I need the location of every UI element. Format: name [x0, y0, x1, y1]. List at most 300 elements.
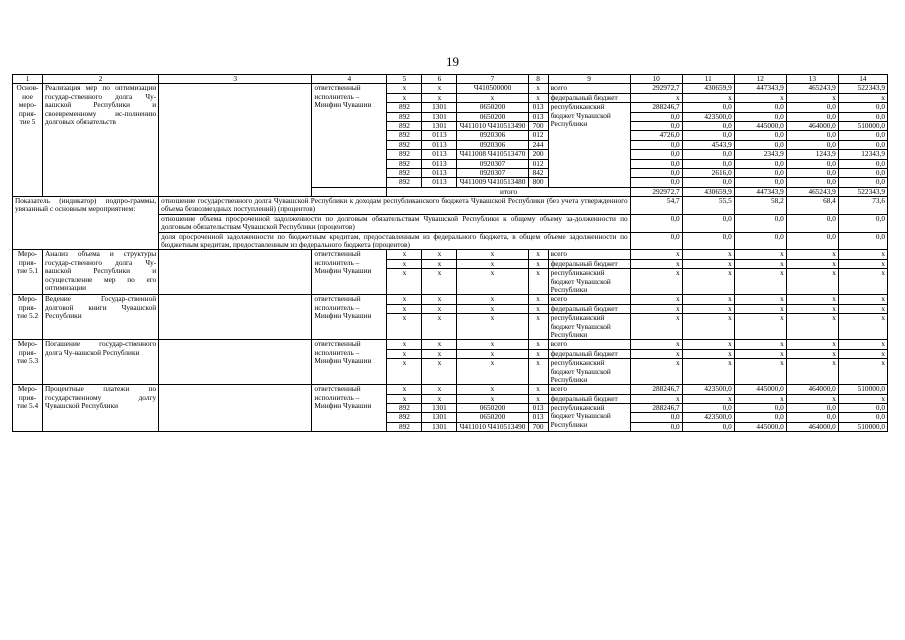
- value-cell-13: 0,0: [786, 131, 838, 140]
- budget-table: [12, 74, 888, 432]
- value-cell-12: x: [734, 394, 786, 403]
- value-cell-14: 0,0: [838, 178, 887, 187]
- column-number-4: 4: [312, 75, 387, 84]
- value-cell-14: 0,0: [838, 168, 887, 177]
- value-cell-10: x: [630, 394, 682, 403]
- funding-source: республиканский бюджет Чувашской Республики: [548, 269, 630, 295]
- value-cell-10: x: [630, 93, 682, 102]
- value-cell-14: x: [838, 304, 887, 313]
- value-cell-11: 423500,0: [682, 112, 734, 121]
- section-code: x: [422, 349, 457, 358]
- section-code: 0113: [422, 178, 457, 187]
- value-cell-11: 430659,9: [682, 84, 734, 93]
- target-article-code: x: [457, 385, 528, 394]
- value-cell-14: 0,0: [838, 159, 887, 168]
- value-cell-10: x: [630, 349, 682, 358]
- expense-type-code: x: [528, 349, 548, 358]
- indicator-text: отношение государственного долга Чувашской Республики к доходам республиканского бюджета Чувашской Республики (без учета утвержденного объема безвозмездных поступлений) (процентов): [159, 197, 631, 215]
- target-article-code: 0650200: [457, 112, 528, 121]
- value-cell-12: x: [734, 349, 786, 358]
- main-event-title: Реализация мер по оптимизации государ-ственного долга Чу-вашской Республики и своевременному ис-полнению долговых обязательств: [43, 84, 159, 197]
- value-cell-13: 464000,0: [786, 121, 838, 130]
- value-cell-10: x: [630, 295, 682, 304]
- target-article-code: x: [457, 304, 528, 313]
- total-label: итого: [387, 187, 630, 196]
- value-cell-10: 288246,7: [630, 385, 682, 394]
- value-cell-13: 464000,0: [786, 385, 838, 394]
- value-cell-14: x: [838, 269, 887, 295]
- grbs-code: x: [387, 250, 422, 259]
- funding-source: федеральный бюджет: [548, 394, 630, 403]
- activity-title-4: Процентные платежи по государственному долгу Чувашской Республики: [43, 385, 159, 432]
- value-cell-13: x: [786, 269, 838, 295]
- target-article-code: 0650200: [457, 413, 528, 422]
- section-code: 1301: [422, 103, 457, 112]
- value-cell-10: 292972,7: [630, 84, 682, 93]
- funding-source: федеральный бюджет: [548, 93, 630, 102]
- value-cell-11: 430659,9: [682, 187, 734, 196]
- expense-type-code: 700: [528, 422, 548, 431]
- expense-type-code: 842: [528, 168, 548, 177]
- value-cell-10: 0,0: [630, 140, 682, 149]
- expense-type-code: x: [528, 259, 548, 268]
- expense-type-code: x: [528, 84, 548, 93]
- value-cell-11: 0,0: [682, 178, 734, 187]
- column-number-12: 12: [734, 75, 786, 84]
- value-cell-14: 73,6: [838, 197, 887, 215]
- page-number: 19: [446, 54, 459, 69]
- value-cell-14: 0,0: [838, 404, 887, 413]
- column-number-8: 8: [528, 75, 548, 84]
- grbs-code: 892: [387, 112, 422, 121]
- grbs-code: 892: [387, 103, 422, 112]
- value-cell-11: x: [682, 250, 734, 259]
- value-cell-13: 0,0: [786, 232, 838, 250]
- activity-goal-cell: [159, 385, 312, 432]
- value-cell-13: x: [786, 314, 838, 340]
- value-cell-14: x: [838, 93, 887, 102]
- value-cell-12: 0,0: [734, 131, 786, 140]
- value-cell-13: 0,0: [786, 112, 838, 121]
- value-cell-11: 0,0: [682, 103, 734, 112]
- value-cell-10: 0,0: [630, 150, 682, 159]
- table-row: [13, 84, 888, 93]
- value-cell-12: 447343,9: [734, 84, 786, 93]
- section-code: x: [422, 385, 457, 394]
- section-code: x: [422, 259, 457, 268]
- target-article-code: x: [457, 259, 528, 268]
- value-cell-11: 0,0: [682, 150, 734, 159]
- value-cell-13: x: [786, 349, 838, 358]
- activity-executor-3: ответственный исполнитель – Минфин Чувашии: [312, 340, 387, 385]
- value-cell-14: 0,0: [838, 413, 887, 422]
- value-cell-13: 0,0: [786, 404, 838, 413]
- expense-type-code: x: [528, 250, 548, 259]
- value-cell-14: 0,0: [838, 131, 887, 140]
- target-article-code: 0650200: [457, 103, 528, 112]
- section-code: 0113: [422, 159, 457, 168]
- grbs-code: x: [387, 385, 422, 394]
- value-cell-11: x: [682, 304, 734, 313]
- value-cell-14: 522343,9: [838, 84, 887, 93]
- value-cell-10: x: [630, 314, 682, 340]
- section-code: x: [422, 93, 457, 102]
- column-number-2: 2: [43, 75, 159, 84]
- value-cell-12: 0,0: [734, 178, 786, 187]
- value-cell-11: x: [682, 340, 734, 349]
- value-cell-13: 464000,0: [786, 422, 838, 431]
- grbs-code: 892: [387, 150, 422, 159]
- value-cell-14: 510000,0: [838, 385, 887, 394]
- value-cell-10: 0,0: [630, 112, 682, 121]
- column-number-3: 3: [159, 75, 312, 84]
- value-cell-14: x: [838, 394, 887, 403]
- value-cell-12: 2343,9: [734, 150, 786, 159]
- target-article-code: x: [457, 314, 528, 340]
- value-cell-13: 0,0: [786, 159, 838, 168]
- value-cell-11: x: [682, 93, 734, 102]
- expense-type-code: x: [528, 93, 548, 102]
- value-cell-12: 0,0: [734, 159, 786, 168]
- activity-executor-1: ответственный исполнитель – Минфин Чувашии: [312, 250, 387, 295]
- section-code: 1301: [422, 422, 457, 431]
- value-cell-13: x: [786, 304, 838, 313]
- value-cell-12: x: [734, 259, 786, 268]
- activity-title-3: Погашение государ-ственного долга Чу-вашской Республики: [43, 340, 159, 385]
- expense-type-code: 200: [528, 150, 548, 159]
- target-article-code: 0920307: [457, 168, 528, 177]
- expense-type-code: 013: [528, 413, 548, 422]
- value-cell-14: 510000,0: [838, 121, 887, 130]
- value-cell-12: 0,0: [734, 140, 786, 149]
- value-cell-10: 0,0: [630, 168, 682, 177]
- section-code: 0113: [422, 150, 457, 159]
- section-code: 1301: [422, 112, 457, 121]
- grbs-code: x: [387, 93, 422, 102]
- value-cell-12: x: [734, 314, 786, 340]
- value-cell-10: 0,0: [630, 422, 682, 431]
- value-cell-10: x: [630, 304, 682, 313]
- value-cell-14: 12343,9: [838, 150, 887, 159]
- activity-goal-cell: [159, 250, 312, 295]
- target-article-code: 0920306: [457, 140, 528, 149]
- expense-type-code: x: [528, 314, 548, 340]
- value-cell-12: x: [734, 340, 786, 349]
- value-cell-11: x: [682, 394, 734, 403]
- value-cell-14: 522343,9: [838, 187, 887, 196]
- grbs-code: 892: [387, 413, 422, 422]
- value-cell-11: x: [682, 259, 734, 268]
- activity-goal-cell: [159, 340, 312, 385]
- target-article-code: Ч411009 Ч410513480: [457, 178, 528, 187]
- target-article-code: x: [457, 394, 528, 403]
- value-cell-11: 0,0: [682, 159, 734, 168]
- expense-type-code: x: [528, 359, 548, 385]
- value-cell-13: x: [786, 359, 838, 385]
- value-cell-14: 0,0: [838, 232, 887, 250]
- expense-type-code: 244: [528, 140, 548, 149]
- value-cell-13: 0,0: [786, 214, 838, 232]
- grbs-code: x: [387, 295, 422, 304]
- expense-type-code: 800: [528, 178, 548, 187]
- value-cell-13: 0,0: [786, 178, 838, 187]
- activity-title-1: Анализ объема и структуры государ-ственного долга Чу-вашской Республики и осуществление мер по его оптимизации: [43, 250, 159, 295]
- value-cell-11: 423500,0: [682, 413, 734, 422]
- value-cell-13: 465243,9: [786, 84, 838, 93]
- activity-label-4: Меро-прия-тие 5.4: [13, 385, 43, 432]
- table-row: [13, 385, 888, 394]
- grbs-code: 892: [387, 140, 422, 149]
- value-cell-13: x: [786, 93, 838, 102]
- section-code: x: [422, 314, 457, 340]
- value-cell-14: 0,0: [838, 112, 887, 121]
- value-cell-11: 0,0: [682, 131, 734, 140]
- column-number-14: 14: [838, 75, 887, 84]
- value-cell-13: x: [786, 259, 838, 268]
- column-number-5: 5: [387, 75, 422, 84]
- grbs-code: 892: [387, 131, 422, 140]
- value-cell-14: 0,0: [838, 214, 887, 232]
- expense-type-code: 700: [528, 121, 548, 130]
- value-cell-12: 0,0: [734, 413, 786, 422]
- activity-goal-cell: [159, 295, 312, 340]
- value-cell-10: x: [630, 250, 682, 259]
- value-cell-12: x: [734, 269, 786, 295]
- section-code: 1301: [422, 404, 457, 413]
- table-row: [13, 295, 888, 304]
- grbs-code: x: [387, 349, 422, 358]
- target-article-code: 0920306: [457, 131, 528, 140]
- target-article-code: x: [457, 250, 528, 259]
- funding-source: федеральный бюджет: [548, 259, 630, 268]
- section-code: x: [422, 269, 457, 295]
- value-cell-12: 445000,0: [734, 422, 786, 431]
- section-code: x: [422, 394, 457, 403]
- main-event-executor: ответственный исполнитель – Минфин Чувашии: [312, 84, 387, 187]
- value-cell-11: 423500,0: [682, 385, 734, 394]
- value-cell-10: 0,0: [630, 121, 682, 130]
- column-number-9: 9: [548, 75, 630, 84]
- funding-source: федеральный бюджет: [548, 304, 630, 313]
- column-number-11: 11: [682, 75, 734, 84]
- value-cell-10: x: [630, 359, 682, 385]
- activity-label-3: Меро-прия-тие 5.3: [13, 340, 43, 385]
- section-code: x: [422, 359, 457, 385]
- activity-title-2: Ведение Государ-ственной долговой книги Чувашской Республики: [43, 295, 159, 340]
- grbs-code: x: [387, 340, 422, 349]
- grbs-code: x: [387, 359, 422, 385]
- value-cell-13: 465243,9: [786, 187, 838, 196]
- target-article-code: x: [457, 349, 528, 358]
- grbs-code: 892: [387, 422, 422, 431]
- column-number-13: 13: [786, 75, 838, 84]
- section-code: x: [422, 84, 457, 93]
- value-cell-12: 445000,0: [734, 385, 786, 394]
- value-cell-12: 447343,9: [734, 187, 786, 196]
- target-article-code: 0920307: [457, 159, 528, 168]
- value-cell-13: 68,4: [786, 197, 838, 215]
- column-number-10: 10: [630, 75, 682, 84]
- value-cell-11: x: [682, 359, 734, 385]
- section-code: x: [422, 304, 457, 313]
- table-row: [13, 340, 888, 349]
- value-cell-11: 0,0: [682, 404, 734, 413]
- expense-type-code: 013: [528, 112, 548, 121]
- expense-type-code: x: [528, 295, 548, 304]
- value-cell-11: x: [682, 349, 734, 358]
- value-cell-13: 1243,9: [786, 150, 838, 159]
- value-cell-13: x: [786, 394, 838, 403]
- value-cell-11: 0,0: [682, 214, 734, 232]
- value-cell-12: x: [734, 295, 786, 304]
- section-code: 1301: [422, 121, 457, 130]
- target-article-code: x: [457, 269, 528, 295]
- expense-type-code: x: [528, 340, 548, 349]
- value-cell-12: x: [734, 250, 786, 259]
- expense-type-code: x: [528, 385, 548, 394]
- value-cell-10: 0,0: [630, 214, 682, 232]
- indicator-label: Показатель (индикатор) подпро-граммы, увязанный с основным мероприятием:: [13, 197, 159, 250]
- main-event-goal-cell: [159, 84, 312, 197]
- target-article-code: x: [457, 93, 528, 102]
- funding-source: всего: [548, 340, 630, 349]
- grbs-code: x: [387, 259, 422, 268]
- expense-type-code: 012: [528, 131, 548, 140]
- value-cell-11: 4543,9: [682, 140, 734, 149]
- value-cell-14: x: [838, 250, 887, 259]
- value-cell-13: 0,0: [786, 168, 838, 177]
- expense-type-code: 013: [528, 404, 548, 413]
- value-cell-11: 0,0: [682, 232, 734, 250]
- target-article-code: Ч411010 Ч410513490: [457, 121, 528, 130]
- value-cell-14: x: [838, 295, 887, 304]
- section-code: 0113: [422, 140, 457, 149]
- target-article-code: x: [457, 295, 528, 304]
- value-cell-14: 510000,0: [838, 422, 887, 431]
- executor-empty-cell: [312, 187, 387, 196]
- value-cell-14: x: [838, 349, 887, 358]
- value-cell-14: x: [838, 359, 887, 385]
- value-cell-11: 55,5: [682, 197, 734, 215]
- indicator-row: [13, 197, 888, 215]
- section-code: 1301: [422, 413, 457, 422]
- table-row: [13, 250, 888, 259]
- funding-source: всего: [548, 295, 630, 304]
- column-number-1: 1: [13, 75, 43, 84]
- value-cell-10: 0,0: [630, 413, 682, 422]
- value-cell-14: x: [838, 340, 887, 349]
- grbs-code: 892: [387, 178, 422, 187]
- grbs-code: x: [387, 269, 422, 295]
- activity-label-1: Меро-прия-тие 5.1: [13, 250, 43, 295]
- funding-source: республиканский бюджет Чувашской Республики: [548, 103, 630, 188]
- column-number-row: [13, 75, 888, 84]
- value-cell-10: 4726,0: [630, 131, 682, 140]
- value-cell-11: 0,0: [682, 121, 734, 130]
- expense-type-code: x: [528, 269, 548, 295]
- value-cell-11: 0,0: [682, 422, 734, 431]
- activity-executor-2: ответственный исполнитель – Минфин Чувашии: [312, 295, 387, 340]
- grbs-code: x: [387, 394, 422, 403]
- value-cell-11: x: [682, 269, 734, 295]
- value-cell-12: 0,0: [734, 112, 786, 121]
- value-cell-10: 0,0: [630, 232, 682, 250]
- expense-type-code: x: [528, 394, 548, 403]
- value-cell-13: x: [786, 340, 838, 349]
- value-cell-14: 0,0: [838, 103, 887, 112]
- value-cell-10: 292972,7: [630, 187, 682, 196]
- value-cell-13: 0,0: [786, 140, 838, 149]
- funding-source: федеральный бюджет: [548, 349, 630, 358]
- value-cell-12: 0,0: [734, 214, 786, 232]
- funding-source: всего: [548, 250, 630, 259]
- value-cell-14: x: [838, 259, 887, 268]
- target-article-code: x: [457, 340, 528, 349]
- value-cell-12: x: [734, 359, 786, 385]
- value-cell-11: x: [682, 314, 734, 340]
- value-cell-11: x: [682, 295, 734, 304]
- value-cell-10: 288246,7: [630, 103, 682, 112]
- indicator-text: доля просроченной задолженности по бюджетным кредитам, предоставленным из федерального бюджета, в общем объеме задолженности по бюджетным кредитам, предоставленным из федерального бюджета (процентов): [159, 232, 631, 250]
- value-cell-12: 0,0: [734, 103, 786, 112]
- value-cell-13: 0,0: [786, 103, 838, 112]
- expense-type-code: 012: [528, 159, 548, 168]
- target-article-code: Ч410500000: [457, 84, 528, 93]
- value-cell-10: x: [630, 269, 682, 295]
- expense-type-code: 013: [528, 103, 548, 112]
- target-article-code: x: [457, 359, 528, 385]
- value-cell-10: x: [630, 340, 682, 349]
- value-cell-12: x: [734, 93, 786, 102]
- section-code: x: [422, 250, 457, 259]
- value-cell-13: x: [786, 250, 838, 259]
- value-cell-11: 2616,0: [682, 168, 734, 177]
- value-cell-12: 445000,0: [734, 121, 786, 130]
- funding-source: республиканский бюджет Чувашской Республики: [548, 359, 630, 385]
- value-cell-14: x: [838, 314, 887, 340]
- value-cell-10: 0,0: [630, 159, 682, 168]
- value-cell-12: 0,0: [734, 168, 786, 177]
- section-code: 0113: [422, 168, 457, 177]
- target-article-code: Ч411008 Ч410513470: [457, 150, 528, 159]
- main-event-label: Основ-ное меро-прия-тие 5: [13, 84, 43, 197]
- activity-executor-4: ответственный исполнитель – Минфин Чувашии: [312, 385, 387, 432]
- section-code: x: [422, 295, 457, 304]
- grbs-code: 892: [387, 159, 422, 168]
- value-cell-10: x: [630, 259, 682, 268]
- funding-source: республиканский бюджет Чувашской Республики: [548, 314, 630, 340]
- value-cell-10: 0,0: [630, 178, 682, 187]
- value-cell-12: 0,0: [734, 404, 786, 413]
- funding-source: всего: [548, 84, 630, 93]
- funding-source: всего: [548, 385, 630, 394]
- grbs-code: x: [387, 84, 422, 93]
- value-cell-12: 0,0: [734, 232, 786, 250]
- grbs-code: 892: [387, 404, 422, 413]
- column-number-7: 7: [457, 75, 528, 84]
- section-code: x: [422, 340, 457, 349]
- funding-source: республиканский бюджет Чувашской Республики: [548, 404, 630, 432]
- column-number-6: 6: [422, 75, 457, 84]
- target-article-code: Ч411010 Ч410513490: [457, 422, 528, 431]
- value-cell-13: x: [786, 295, 838, 304]
- grbs-code: x: [387, 304, 422, 313]
- expense-type-code: x: [528, 304, 548, 313]
- indicator-text: отношение объема просроченной задолженности по долговым обязательствам Чувашской Республики к общему объему за-долженности по долговым обязательствам Чувашской Республики (процентов): [159, 214, 631, 232]
- activity-label-2: Меро-прия-тие 5.2: [13, 295, 43, 340]
- value-cell-13: 0,0: [786, 413, 838, 422]
- section-code: 0113: [422, 131, 457, 140]
